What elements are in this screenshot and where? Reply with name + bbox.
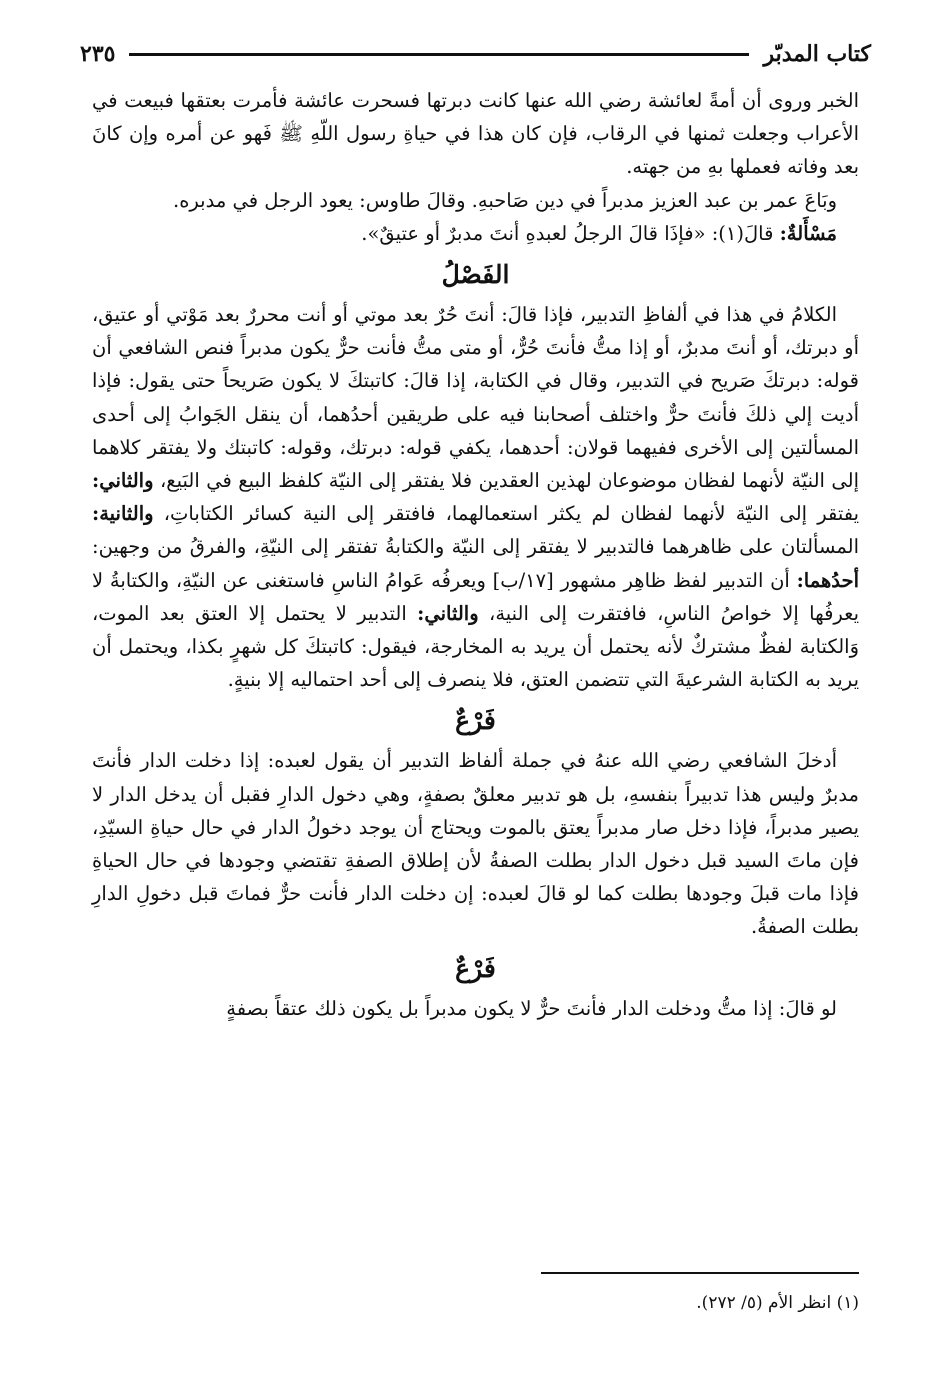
header-rule: [129, 53, 749, 56]
fasl-part-1: الكلامُ في هذا في ألفاظِ التدبير، فإذا قالَ: أنتَ حُرٌ بعد موتي أو أنت محررٌ بعد مَوْتي أو عتيق، أو دبرتك، أو أنتَ مدبرٌ، أو إذا متُّ فأنتَ حُرٌّ، أو متى متُّ فأنت حرٌّ يكون مدبراً فنص الشافعي أن قوله: دبرتكَ صَريح في التدبير، وقال في الكتابة، إذا قالَ: كاتبتكَ لا يكون صَريحاً حتى يقول: فإذا أديت إلي ذلكَ فأنتَ حرٌّ واختلف أصحابنا فيه على طريقين أحدُهما، أن ينقل الجَوابُ إلى أحدى المسألتين إلى الأخرى ففيهما قولان: أحدهما، يكفي قوله: دبرتك، وقوله: كاتبتك ولا يفتقر كلاهما إلى النيّة لأنهما لفظان موضوعان لهذين العقدين فلا يفتقر إلى النيّة كلفظ البيع في البَيع،: [92, 303, 859, 493]
paragraph-far-1: أدخلَ الشافعي رضي الله عنهُ في جملة ألفاظ التدبير أن يقول لعبده: إذا دخلت الدار فأنتَ مدبرٌ وليس هذا تدبيراً بنفسهِ، بل هو تدبير معلقٌ بصفةٍ، وهي دخول الدارِ فقبل أن يدخل الدار لا يصير مدبراً، فإذا دخل صار مدبراً يعتق بالموت ويحتاج أن يوجد دخولُ الدار في حال حياةِ السيّدِ، فإن ماتَ السيد قبل دخول الدار بطلت الصفةُ لأن إطلاق الصفةِ تقتضي وجودها في حال الحياةِ فإذا مات قبلَ وجودها بطلت كما لو قالَ لعبده: إن دخلت الدار فأنت حرٌّ فماتَ قبل دخولِ الدارِ بطلت الصفةُ.: [92, 749, 860, 939]
term-al-thani-2: والثاني:: [417, 601, 479, 625]
term-al-thaniya: والثانية:: [92, 502, 154, 526]
heading-fasl: الفَصْلُ: [441, 260, 510, 290]
page-number: ٢٣٥: [80, 41, 116, 67]
fasl-part-3: المسألتان على ظاهرهما فالتدبير لا يفتقر إلى النيّة والكتابةُ تفتقر إلى النيّةِ، والفرقُ من وجهين:: [92, 535, 859, 559]
footnote: (١) انظر الأم (٥/ ٢٧٢).: [696, 1293, 859, 1313]
footnote-separator: [541, 1272, 859, 1274]
heading-far-2: فَرْعٌ: [455, 953, 496, 983]
paragraph-hadith: الخبر وروى أن أمةً لعائشة رضي الله عنها كانت دبرتها فسحرت عائشة فأمرت بعتقها فبيعت في الأعراب وجعلت ثمنها في الرقاب، فإن كان هذا في حياةِ رسول اللّهِ ﷺ فَهو عن أمره وإن كانَ بعد وفاته فعملها بهِ من جهته.: [92, 89, 859, 179]
masala-label: مَسْأَلةٌ:: [779, 221, 837, 245]
fasl-part-2: يفتقر إلى النيّة لأنهما لفظان لم يكثر استعمالهما، فافتقر إلى النية كسائر الكتاباتِ،: [163, 502, 860, 526]
main-text: [92, 84, 859, 1025]
paragraph-far-2: لو قالَ: إذا متُّ ودخلت الدار فأنتَ حرٌّ لا يكون مدبراً بل يكون ذلك عتقاً بصفةٍ: [226, 996, 837, 1020]
masala-text: قالَ(١): «فإذَا قالَ الرجلُ لعبدهِ أنتَ مدبرٌ أو عتيقٌ».: [361, 221, 774, 245]
heading-far-1: فَرْعٌ: [455, 706, 496, 736]
running-header: [80, 34, 871, 74]
paragraph-masala: [92, 217, 859, 250]
paragraph-fasl: [92, 298, 859, 696]
fasl-part-4: أن التدبير لفظ ظاهِر مشهور [١٧/ب] ويعرفُه عَوامُ الناسِ فاستغنى عن النيّةِ، والكتابةُ لا يعرفُها إلا خواصُ الناسِ، فافتقرت إلى النية،: [92, 568, 860, 625]
term-ahaduhuma: أحدُهما:: [796, 568, 860, 592]
book-title: كتاب المدبّر: [763, 41, 871, 67]
fasl-part-5: التدبير لا يحتمل إلا العتق بعد الموت، وَالكتابة لفظٌ مشتركٌ لأنه يحتمل أن يريد به المخارجة، فيقول: كاتبتكَ كل شهرٍ بكذا، ويحتمل أن يريد به الكتابة الشرعيةَ التي تتضمن العتق، فلا ينصرف إلى أحد احتماليه إلا بنيةٍ.: [92, 601, 859, 692]
term-al-thani-1: والثاني:: [92, 469, 154, 493]
paragraph-sale: وبَاعَ عمر بن عبد العزيز مدبراً في دين صَاحبهِ. وقالَ طاوس: يعود الرجل في مدبره.: [173, 188, 837, 212]
